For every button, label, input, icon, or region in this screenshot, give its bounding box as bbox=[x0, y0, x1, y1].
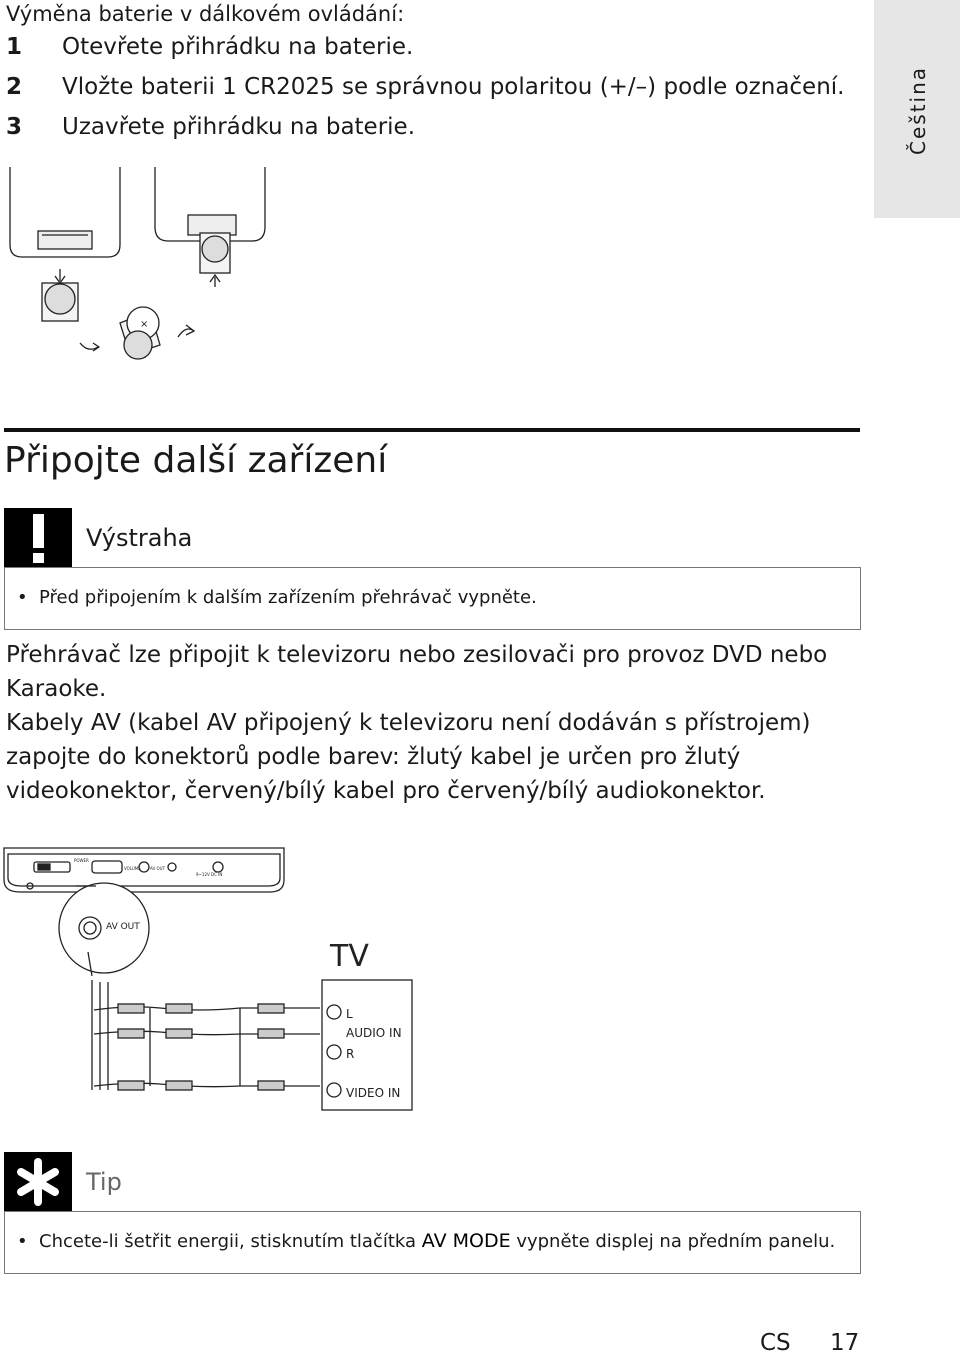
step-number: 1 bbox=[6, 34, 23, 60]
page-number: 17 bbox=[830, 1330, 860, 1356]
body-text bbox=[6, 638, 866, 808]
tip-title: Tip bbox=[86, 1168, 122, 1196]
tip-text-bold: AV MODE bbox=[421, 1230, 511, 1252]
step-text: Vložte baterii 1 CR2025 se správnou polaritou (+/–) podle označení. bbox=[62, 74, 845, 100]
warning-title: Výstraha bbox=[86, 524, 193, 552]
device-label-power: POWER bbox=[74, 858, 89, 863]
connection-diagram bbox=[0, 840, 430, 1115]
tv-label-audio-in: AUDIO IN bbox=[346, 1026, 402, 1040]
svg-text:×: × bbox=[140, 319, 149, 330]
section-rule bbox=[4, 428, 860, 432]
device-label-volume: VOLUME bbox=[124, 866, 141, 871]
warning-bullet: • Před připojením k dalším zařízením přehrávač vypněte. bbox=[17, 587, 537, 608]
step-number: 2 bbox=[6, 74, 23, 100]
body-paragraph: Kabely AV (kabel AV připojený k televizoru není dodáván s přístrojem) zapojte do konektorů podle barev: žlutý kabel je určen pro žlutý videokonektor, červený/bílý kabel pro červený/bílý audiokonektor. bbox=[6, 710, 811, 804]
tv-label-l: L bbox=[346, 1007, 353, 1021]
battery-step bbox=[6, 74, 844, 100]
body-paragraph: Přehrávač lze připojit k televizoru nebo zesilovači pro provoz DVD nebo Karaoke. bbox=[6, 642, 828, 702]
exclamation-icon bbox=[4, 508, 72, 568]
step-number: 3 bbox=[6, 114, 23, 140]
language-tab bbox=[874, 0, 960, 218]
tip-text-after: vypněte displej na předním panelu. bbox=[510, 1231, 836, 1252]
warning-box bbox=[4, 567, 861, 630]
footer-language-code: CS bbox=[760, 1330, 791, 1356]
step-text: Uzavřete přihrádku na baterie. bbox=[62, 114, 416, 140]
language-tab-label: Čeština bbox=[906, 65, 930, 155]
device-label-dc: 9~12V DC IN bbox=[196, 872, 223, 877]
battery-heading: Výměna baterie v dálkovém ovládání: bbox=[6, 2, 405, 26]
battery-illustration bbox=[0, 165, 280, 380]
warning-bullet-text: Před připojením k dalším zařízením přehrávač vypněte. bbox=[39, 587, 537, 608]
tv-label-video-in: VIDEO IN bbox=[346, 1086, 401, 1100]
tv-label-r: R bbox=[346, 1047, 355, 1061]
asterisk-icon bbox=[4, 1152, 72, 1212]
tip-box bbox=[4, 1211, 861, 1274]
tip-bullet: • Chcete-li šetřit energii, stisknutím tlačítka AV MODE vypněte displej na předním panelu. bbox=[17, 1230, 836, 1252]
tip-text-before: Chcete-li šetřit energii, stisknutím tlačítka bbox=[39, 1231, 422, 1252]
step-text: Otevřete přihrádku na baterie. bbox=[62, 34, 414, 60]
battery-step bbox=[6, 34, 413, 60]
callout-label: AV OUT bbox=[106, 922, 140, 932]
tv-label: TV bbox=[330, 939, 369, 974]
battery-step bbox=[6, 114, 415, 140]
device-label-av-out: AV OUT bbox=[150, 866, 166, 871]
section-title: Připojte další zařízení bbox=[4, 440, 388, 481]
